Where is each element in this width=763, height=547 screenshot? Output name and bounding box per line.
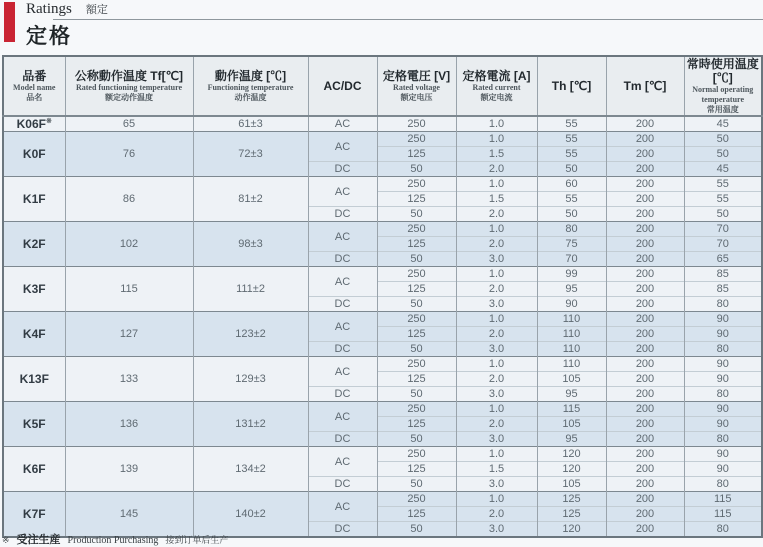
tm-cell: 200 xyxy=(606,147,684,162)
th-cell: 60 xyxy=(537,177,606,192)
normal-temp-cell: 115 xyxy=(684,492,762,507)
footnote-mark: ※ xyxy=(2,535,10,545)
current-cell: 3.0 xyxy=(456,432,537,447)
current-cell: 1.0 xyxy=(456,312,537,327)
func-temp-cell: 134±2 xyxy=(193,447,308,492)
voltage-cell: 250 xyxy=(377,357,456,372)
acdc-cell: AC xyxy=(308,177,377,207)
tm-cell: 200 xyxy=(606,116,684,132)
func-temp-cell: 98±3 xyxy=(193,222,308,267)
header-rule xyxy=(53,19,763,20)
voltage-cell: 250 xyxy=(377,447,456,462)
voltage-cell: 50 xyxy=(377,432,456,447)
th-cell: 110 xyxy=(537,342,606,357)
func-temp-cell: 81±2 xyxy=(193,177,308,222)
normal-temp-cell: 90 xyxy=(684,357,762,372)
voltage-cell: 125 xyxy=(377,372,456,387)
th-cell: 80 xyxy=(537,222,606,237)
tm-cell: 200 xyxy=(606,132,684,147)
tm-cell: 200 xyxy=(606,357,684,372)
voltage-cell: 125 xyxy=(377,147,456,162)
voltage-cell: 125 xyxy=(377,282,456,297)
section-eyebrow xyxy=(26,1,108,19)
voltage-cell: 50 xyxy=(377,387,456,402)
normal-temp-cell: 70 xyxy=(684,237,762,252)
voltage-cell: 125 xyxy=(377,327,456,342)
tf-cell: 65 xyxy=(65,116,193,132)
tf-cell: 139 xyxy=(65,447,193,492)
func-temp-cell: 72±3 xyxy=(193,132,308,177)
th-cell: 55 xyxy=(537,192,606,207)
model-cell: K6F xyxy=(3,447,65,492)
voltage-cell: 250 xyxy=(377,492,456,507)
footnote-english: Production Purchasing xyxy=(67,535,159,546)
normal-temp-cell: 65 xyxy=(684,252,762,267)
eyebrow-japanese: 額定 xyxy=(85,4,108,16)
col-header-rated-current-jp: 定格電流 [A] xyxy=(462,69,531,83)
tm-cell: 200 xyxy=(606,432,684,447)
voltage-cell: 50 xyxy=(377,522,456,537)
accent-bar xyxy=(4,2,15,42)
col-header-rated-functioning-temp-jp: 公称動作温度 Tf[℃] xyxy=(74,69,184,83)
col-header-rated-functioning-temp-en: Rated functioning temperature xyxy=(75,83,183,92)
acdc-cell: DC xyxy=(308,522,377,537)
current-cell: 2.0 xyxy=(456,327,537,342)
voltage-cell: 50 xyxy=(377,252,456,267)
col-header-rated-current xyxy=(456,56,537,116)
voltage-cell: 250 xyxy=(377,177,456,192)
voltage-cell: 250 xyxy=(377,222,456,237)
tm-cell: 200 xyxy=(606,372,684,387)
current-cell: 3.0 xyxy=(456,387,537,402)
th-cell: 115 xyxy=(537,402,606,417)
th-cell: 95 xyxy=(537,432,606,447)
current-cell: 2.0 xyxy=(456,162,537,177)
normal-temp-cell: 55 xyxy=(684,192,762,207)
tm-cell: 200 xyxy=(606,342,684,357)
current-cell: 2.0 xyxy=(456,237,537,252)
th-cell: 75 xyxy=(537,237,606,252)
normal-temp-cell: 85 xyxy=(684,282,762,297)
col-header-model-cn: 品名 xyxy=(26,93,43,102)
table-header xyxy=(3,56,762,116)
col-header-normal-operating-temp-jp: 常時使用温度 [℃] xyxy=(686,57,759,85)
th-cell: 125 xyxy=(537,492,606,507)
ratings-table xyxy=(2,55,763,538)
voltage-cell: 125 xyxy=(377,507,456,522)
voltage-cell: 50 xyxy=(377,207,456,222)
voltage-cell: 250 xyxy=(377,132,456,147)
th-cell: 55 xyxy=(537,147,606,162)
tm-cell: 200 xyxy=(606,192,684,207)
col-header-rated-voltage-jp: 定格電圧 [V] xyxy=(382,69,451,83)
current-cell: 1.0 xyxy=(456,222,537,237)
func-temp-cell: 61±3 xyxy=(193,116,308,132)
normal-temp-cell: 80 xyxy=(684,387,762,402)
normal-temp-cell: 85 xyxy=(684,267,762,282)
voltage-cell: 50 xyxy=(377,477,456,492)
th-cell: 95 xyxy=(537,282,606,297)
tf-cell: 133 xyxy=(65,357,193,402)
th-cell: 110 xyxy=(537,327,606,342)
normal-temp-cell: 115 xyxy=(684,507,762,522)
table-row xyxy=(3,492,762,507)
tm-cell: 200 xyxy=(606,492,684,507)
acdc-cell: AC xyxy=(308,132,377,162)
voltage-cell: 50 xyxy=(377,162,456,177)
footnote xyxy=(2,531,228,547)
current-cell: 2.0 xyxy=(456,507,537,522)
acdc-cell: AC xyxy=(308,447,377,477)
current-cell: 1.5 xyxy=(456,147,537,162)
page-title: 定格 xyxy=(26,25,72,48)
acdc-cell: DC xyxy=(308,162,377,177)
acdc-cell: DC xyxy=(308,432,377,447)
th-cell: 105 xyxy=(537,477,606,492)
th-cell: 50 xyxy=(537,162,606,177)
model-cell: K0F xyxy=(3,132,65,177)
tm-cell: 200 xyxy=(606,417,684,432)
current-cell: 1.0 xyxy=(456,177,537,192)
acdc-cell: DC xyxy=(308,252,377,267)
col-header-th xyxy=(537,56,606,116)
model-cell: K4F xyxy=(3,312,65,357)
normal-temp-cell: 80 xyxy=(684,432,762,447)
current-cell: 3.0 xyxy=(456,342,537,357)
tm-cell: 200 xyxy=(606,507,684,522)
th-cell: 70 xyxy=(537,252,606,267)
current-cell: 1.5 xyxy=(456,462,537,477)
col-header-acdc-label: AC/DC xyxy=(323,79,362,93)
col-header-rated-voltage-en: Rated voltage xyxy=(393,83,440,92)
col-header-normal-operating-temp-en: Normal operating temperature xyxy=(692,85,754,104)
th-cell: 105 xyxy=(537,417,606,432)
current-cell: 1.0 xyxy=(456,447,537,462)
acdc-cell: AC xyxy=(308,492,377,522)
model-cell: K2F xyxy=(3,222,65,267)
current-cell: 1.0 xyxy=(456,267,537,282)
model-cell: K7F xyxy=(3,492,65,537)
th-cell: 50 xyxy=(537,207,606,222)
current-cell: 3.0 xyxy=(456,297,537,312)
func-temp-cell: 111±2 xyxy=(193,267,308,312)
tm-cell: 200 xyxy=(606,327,684,342)
tm-cell: 200 xyxy=(606,177,684,192)
current-cell: 2.0 xyxy=(456,417,537,432)
normal-temp-cell: 45 xyxy=(684,162,762,177)
th-cell: 125 xyxy=(537,507,606,522)
acdc-cell: DC xyxy=(308,387,377,402)
th-cell: 120 xyxy=(537,462,606,477)
current-cell: 2.0 xyxy=(456,282,537,297)
normal-temp-cell: 45 xyxy=(684,116,762,132)
tm-cell: 200 xyxy=(606,462,684,477)
th-cell: 99 xyxy=(537,267,606,282)
col-header-th-label: Th [℃] xyxy=(551,79,592,93)
normal-temp-cell: 50 xyxy=(684,207,762,222)
col-header-functioning-temp-en: Functioning temperature xyxy=(207,83,294,92)
tm-cell: 200 xyxy=(606,252,684,267)
normal-temp-cell: 80 xyxy=(684,522,762,537)
table-row xyxy=(3,312,762,327)
tf-cell: 102 xyxy=(65,222,193,267)
th-cell: 55 xyxy=(537,132,606,147)
normal-temp-cell: 50 xyxy=(684,147,762,162)
acdc-cell: AC xyxy=(308,222,377,252)
current-cell: 3.0 xyxy=(456,477,537,492)
model-cell: K06F※ xyxy=(3,116,65,132)
col-header-acdc xyxy=(308,56,377,116)
voltage-cell: 125 xyxy=(377,192,456,207)
th-cell: 55 xyxy=(537,116,606,132)
th-cell: 120 xyxy=(537,522,606,537)
voltage-cell: 250 xyxy=(377,116,456,132)
table-row xyxy=(3,447,762,462)
normal-temp-cell: 55 xyxy=(684,177,762,192)
table-row xyxy=(3,132,762,147)
tm-cell: 200 xyxy=(606,387,684,402)
tm-cell: 200 xyxy=(606,207,684,222)
acdc-cell: AC xyxy=(308,312,377,342)
table-row xyxy=(3,222,762,237)
col-header-model xyxy=(3,56,65,116)
table-row xyxy=(3,177,762,192)
footnote-japanese: 受注生産 xyxy=(16,534,61,546)
table-row xyxy=(3,116,762,132)
normal-temp-cell: 90 xyxy=(684,312,762,327)
th-cell: 90 xyxy=(537,297,606,312)
tf-cell: 136 xyxy=(65,402,193,447)
acdc-cell: AC xyxy=(308,357,377,387)
current-cell: 3.0 xyxy=(456,252,537,267)
th-cell: 110 xyxy=(537,312,606,327)
voltage-cell: 125 xyxy=(377,417,456,432)
normal-temp-cell: 70 xyxy=(684,222,762,237)
th-cell: 120 xyxy=(537,447,606,462)
col-header-normal-operating-temp-cn: 常用温度 xyxy=(706,105,739,114)
current-cell: 2.0 xyxy=(456,207,537,222)
footnote-chinese: 接到订单后生产 xyxy=(165,535,229,545)
tf-cell: 86 xyxy=(65,177,193,222)
col-header-functioning-temp-jp: 動作温度 [℃] xyxy=(214,69,287,83)
func-temp-cell: 129±3 xyxy=(193,357,308,402)
col-header-rated-voltage xyxy=(377,56,456,116)
col-header-functioning-temp-cn: 动作温度 xyxy=(234,93,267,102)
model-footnote-mark: ※ xyxy=(45,118,52,125)
normal-temp-cell: 90 xyxy=(684,327,762,342)
current-cell: 1.0 xyxy=(456,357,537,372)
col-header-functioning-temp xyxy=(193,56,308,116)
voltage-cell: 50 xyxy=(377,297,456,312)
tf-cell: 76 xyxy=(65,132,193,177)
acdc-cell: DC xyxy=(308,342,377,357)
tf-cell: 115 xyxy=(65,267,193,312)
col-header-tm-label: Tm [℃] xyxy=(623,79,667,93)
table-body xyxy=(3,116,762,537)
tm-cell: 200 xyxy=(606,447,684,462)
table-row xyxy=(3,402,762,417)
normal-temp-cell: 90 xyxy=(684,372,762,387)
th-cell: 105 xyxy=(537,372,606,387)
acdc-cell: AC xyxy=(308,267,377,297)
voltage-cell: 250 xyxy=(377,267,456,282)
voltage-cell: 125 xyxy=(377,462,456,477)
normal-temp-cell: 80 xyxy=(684,297,762,312)
col-header-model-en: Model name xyxy=(13,83,56,92)
acdc-cell: AC xyxy=(308,116,377,132)
tm-cell: 200 xyxy=(606,312,684,327)
tm-cell: 200 xyxy=(606,297,684,312)
model-cell: K5F xyxy=(3,402,65,447)
func-temp-cell: 140±2 xyxy=(193,492,308,537)
col-header-rated-functioning-temp-cn: 额定动作温度 xyxy=(105,93,153,102)
tm-cell: 200 xyxy=(606,267,684,282)
current-cell: 2.0 xyxy=(456,372,537,387)
table-row xyxy=(3,267,762,282)
current-cell: 1.5 xyxy=(456,192,537,207)
col-header-tm xyxy=(606,56,684,116)
voltage-cell: 250 xyxy=(377,312,456,327)
tm-cell: 200 xyxy=(606,162,684,177)
th-cell: 95 xyxy=(537,387,606,402)
col-header-rated-functioning-temp xyxy=(65,56,193,116)
tm-cell: 200 xyxy=(606,237,684,252)
model-cell: K1F xyxy=(3,177,65,222)
current-cell: 1.0 xyxy=(456,132,537,147)
tm-cell: 200 xyxy=(606,222,684,237)
table-row xyxy=(3,357,762,372)
voltage-cell: 250 xyxy=(377,402,456,417)
current-cell: 1.0 xyxy=(456,402,537,417)
normal-temp-cell: 90 xyxy=(684,462,762,477)
model-cell: K3F xyxy=(3,267,65,312)
voltage-cell: 50 xyxy=(377,342,456,357)
tm-cell: 200 xyxy=(606,402,684,417)
normal-temp-cell: 90 xyxy=(684,417,762,432)
acdc-cell: DC xyxy=(308,297,377,312)
current-cell: 3.0 xyxy=(456,522,537,537)
col-header-rated-voltage-cn: 额定电压 xyxy=(400,93,433,102)
normal-temp-cell: 80 xyxy=(684,342,762,357)
tf-cell: 127 xyxy=(65,312,193,357)
col-header-rated-current-en: Rated current xyxy=(472,83,521,92)
normal-temp-cell: 80 xyxy=(684,477,762,492)
eyebrow-english: Ratings xyxy=(26,1,72,17)
tm-cell: 200 xyxy=(606,282,684,297)
tf-cell: 145 xyxy=(65,492,193,537)
tm-cell: 200 xyxy=(606,477,684,492)
func-temp-cell: 123±2 xyxy=(193,312,308,357)
current-cell: 1.0 xyxy=(456,492,537,507)
col-header-normal-operating-temp xyxy=(684,56,762,116)
acdc-cell: DC xyxy=(308,207,377,222)
func-temp-cell: 131±2 xyxy=(193,402,308,447)
th-cell: 110 xyxy=(537,357,606,372)
col-header-model-jp: 品番 xyxy=(22,69,47,83)
normal-temp-cell: 90 xyxy=(684,447,762,462)
col-header-rated-current-cn: 额定电流 xyxy=(480,93,513,102)
acdc-cell: DC xyxy=(308,477,377,492)
normal-temp-cell: 90 xyxy=(684,402,762,417)
current-cell: 1.0 xyxy=(456,116,537,132)
normal-temp-cell: 50 xyxy=(684,132,762,147)
voltage-cell: 125 xyxy=(377,237,456,252)
tm-cell: 200 xyxy=(606,522,684,537)
acdc-cell: AC xyxy=(308,402,377,432)
model-cell: K13F xyxy=(3,357,65,402)
